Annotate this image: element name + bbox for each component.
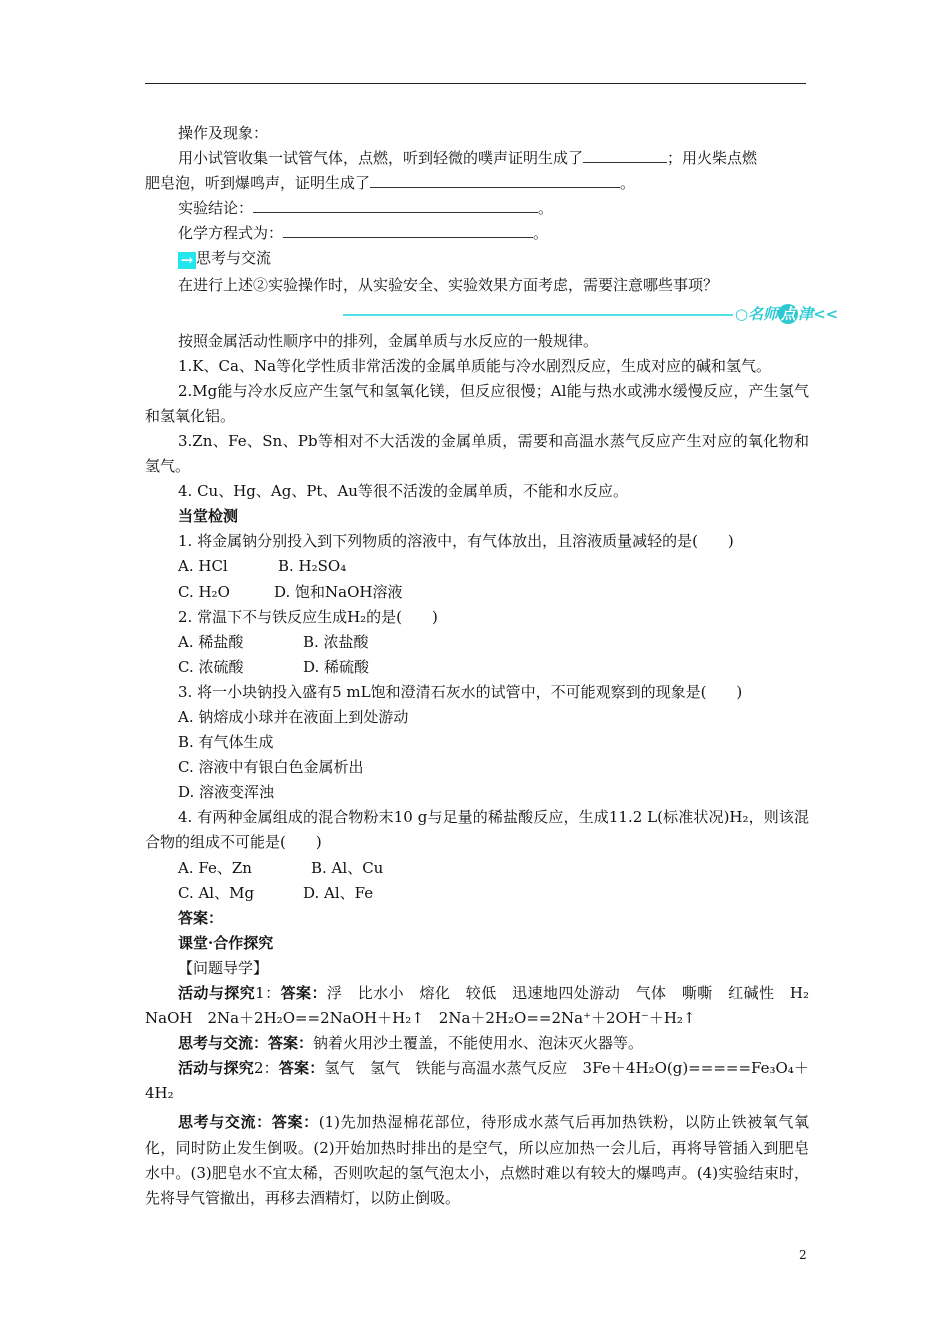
period: 。	[538, 199, 554, 218]
think-title: 思考与交流	[196, 249, 272, 268]
rule-item: 4. Cu、Hg、Ag、Pt、Au等很不活泼的金属单质，不能和水反应。	[178, 482, 628, 501]
rule-item: 3.Zn、Fe、Sn、Pb等相对不大活泼的金属单质，需要和高温水蒸气反应产生对应的氧化物和氢气。	[145, 431, 809, 476]
op-text3: 肥皂泡，听到爆鸣声，证明生成了	[145, 174, 371, 193]
op-line2	[145, 171, 809, 196]
conclusion-line	[145, 196, 809, 221]
conclusion-label: 实验结论：	[178, 199, 254, 218]
q4-options-row1	[145, 856, 809, 881]
option[interactable]: D. 饱和NaOH溶液	[274, 582, 403, 601]
teacher-tips-banner	[145, 299, 839, 329]
header-rule	[145, 83, 806, 84]
option[interactable]: D. Al、Fe	[303, 883, 374, 902]
answer-blank[interactable]	[283, 223, 533, 238]
option[interactable]: B. Al、Cu	[311, 858, 384, 877]
op-text2: ；用火柴点燃	[667, 149, 758, 168]
equation-line	[145, 221, 809, 246]
equation-label: 化学方程式为：	[178, 224, 284, 243]
option[interactable]: C. 溶液中有银白色金属析出	[178, 758, 364, 777]
option[interactable]: A. Fe、Zn	[178, 858, 252, 877]
answer-think-1: 思考与交流：答案：钠着火用沙土覆盖，不能使用水、泡沫灭火器等。	[178, 1034, 644, 1053]
teacher-tips-logo: ○名师 点 津<<	[735, 304, 839, 323]
rules-intro: 按照金属活动性顺序中的排列，金属单质与水反应的一般规律。	[178, 331, 599, 350]
section-heading: 课堂·合作探究	[178, 933, 274, 952]
page-number: 2	[799, 1248, 807, 1262]
answer-blank[interactable]	[253, 198, 538, 213]
option[interactable]: A. HCl	[178, 557, 228, 576]
option[interactable]: D. 溶液变浑浊	[178, 783, 275, 802]
document-body	[145, 121, 839, 1211]
question-1: 1. 将金属钠分别投入到下列物质的溶液中，有气体放出，且溶液质量减轻的是( )	[178, 532, 734, 551]
period: 。	[620, 174, 636, 193]
answer-blank[interactable]	[370, 173, 620, 188]
guide-heading: 【问题导学】	[178, 958, 269, 977]
q4-options-row2	[145, 881, 809, 906]
option[interactable]: C. Al、Mg	[178, 883, 255, 902]
rule-item: 2.Mg能与冷水反应产生氢气和氢氧化镁，但反应很慢；Al能与热水或沸水缓慢反应，产生氢气和氢氧化铝。	[145, 381, 809, 425]
option[interactable]: B. 浓盐酸	[303, 632, 369, 651]
option[interactable]: D. 稀硫酸	[303, 657, 370, 676]
banner-line	[343, 314, 733, 316]
question-2: 2. 常温下不与铁反应生成H₂的是( )	[178, 607, 438, 626]
answer-activity-2: 活动与探究2：答案：氢气 氢气 铁能与高温水蒸气反应 3Fe＋4H₂O(g)=====Fe₃O₄＋4H₂	[145, 1059, 809, 1103]
think-question: 在进行上述②实验操作时，从实验安全、实验效果方面考虑，需要注意哪些事项？	[178, 276, 719, 295]
option[interactable]: C. 浓硫酸	[178, 657, 244, 676]
op-line1	[145, 146, 809, 171]
q1-options-row1	[145, 554, 809, 579]
op-text1: 用小试管收集一试管气体，点燃，听到轻微的噗声证明生成了	[178, 149, 584, 168]
period: 。	[533, 224, 549, 243]
q1-options-row2	[145, 580, 809, 605]
question-3: 3. 将一小块钠投入盛有5 mL饱和澄清石灰水的试管中，不可能观察到的现象是( )	[178, 682, 743, 701]
option[interactable]: B. 有气体生成	[178, 733, 274, 752]
option[interactable]: B. H₂SO₄	[278, 557, 347, 576]
answers-heading: 答案：	[178, 908, 224, 927]
option[interactable]: C. H₂O	[178, 582, 230, 601]
rule-item: 1.K、Ca、Na等化学性质非常活泼的金属单质能与冷水剧烈反应，生成对应的碱和氢气。	[178, 356, 772, 375]
q2-options-row1	[145, 630, 809, 655]
option[interactable]: A. 稀盐酸	[178, 632, 244, 651]
q2-options-row2	[145, 655, 809, 680]
arrow-icon: →	[178, 252, 196, 269]
test-heading: 当堂检测	[178, 507, 239, 526]
answer-blank[interactable]	[583, 148, 667, 163]
answer-activity-1: 活动与探究1：答案：浮 比水小 熔化 较低 迅速地四处游动 气体 嘶嘶 红碱性 H₂ NaOH 2Na＋2H₂O==2NaOH＋H₂↑ 2Na＋2H₂O==2Na⁺＋2OH⁻＋H₂↑	[145, 984, 825, 1028]
think-heading	[145, 246, 809, 273]
question-4: 4. 有两种金属组成的混合物粉末10 g与足量的稀盐酸反应，生成11.2 L(标准状况)H₂，则该混合物的组成不可能是( )	[145, 808, 809, 852]
op-label: 操作及现象：	[178, 124, 269, 142]
answer-think-2: 思考与交流：答案：(1)先加热湿棉花部位，待形成水蒸气后再加热铁粉，以防止铁被氧气氧化，同时防止发生倒吸。(2)开始加热时排出的是空气，所以应加热一会儿后，再将导管插入到肥皂水中。(3)肥皂水不宜太稀，否则吹起的氢气泡太小，点燃时难以有较大的爆鸣声。(4)实验结束时，先将导气管撤出，再移去酒精灯，以防止倒吸。	[145, 1113, 809, 1207]
option[interactable]: A. 钠熔成小球并在液面上到处游动	[178, 707, 409, 726]
